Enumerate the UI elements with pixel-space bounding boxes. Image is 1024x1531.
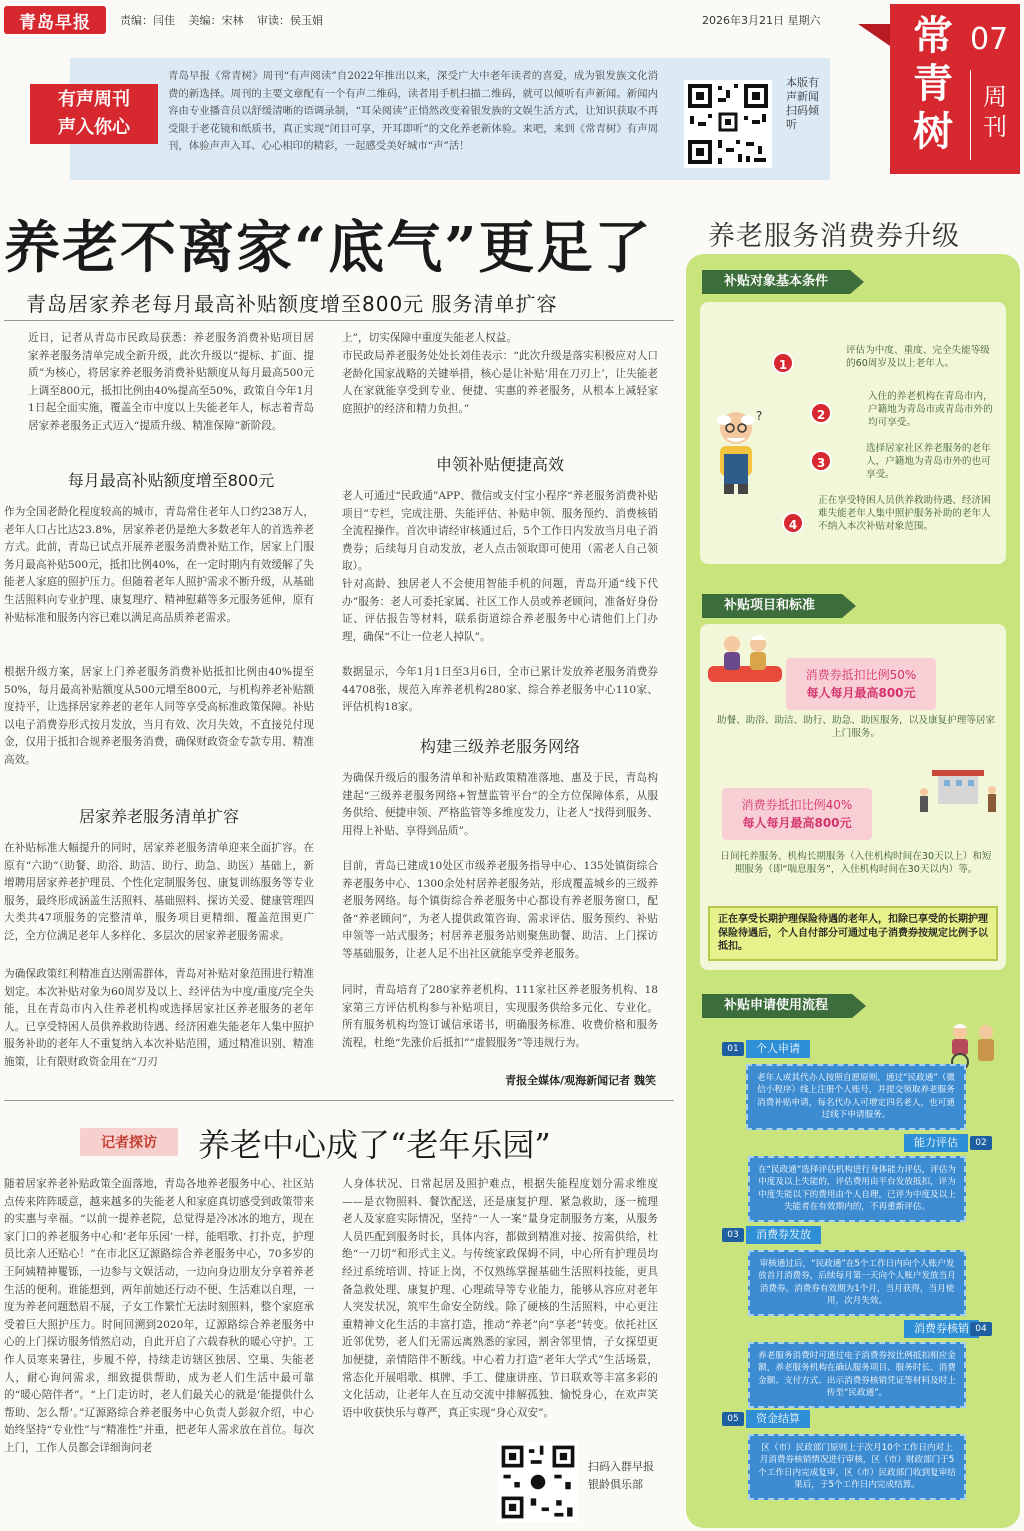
step-number: 02 [970, 1136, 992, 1150]
divider [4, 320, 674, 321]
editor-credit: 美编：宋林 [188, 14, 244, 27]
condition-text: 选择居家社区养老服务的老年人，户籍地为青岛市外的也可享受。 [866, 443, 991, 480]
step-label: 资金结算 [746, 1410, 810, 1428]
section-header: 补贴对象基本条件 [702, 270, 850, 294]
newspaper-logo: 青岛早报 [4, 6, 106, 34]
article-paragraph: 为确保升级后的服务清单和补贴政策精准落地、惠及于民，青岛构建起“三级养老服务网络+智慧监管平台”的全方位保障体系，从服务供给、便捷申领、严格监管等多维度发力，让老人“找得到服务、用得上补贴、享得到品质”。 [342, 772, 658, 837]
qr-code-icon[interactable] [498, 1442, 578, 1522]
article-paragraph: 老人可通过“民政通”APP、微信或支付宝小程序“养老服务消费补贴项目”专栏，完成注册、失能评估、补贴申领、服务预约、消费核销全流程操作。首次申请经审核通过后，5个工作日内发放当月电子消费券；后续每月自动发放，老人点击领取即可使用（需老人自己领取）。 [342, 490, 658, 573]
step-number: 01 [722, 1042, 744, 1056]
feature-headline: 养老中心成了“老年乐园” [198, 1126, 551, 1164]
editor-credits [120, 12, 333, 28]
article-paragraph: 数据显示，今年1月1日至3月6日，全市已累计发放养老服务消费券44708张，规范入库养老机构280家、综合养老服务中心110家、评估机构18家。 [342, 666, 658, 714]
article-intro: 近日，记者从青岛市民政局获悉：养老服务消费补贴项目居家养老服务清单完成全新升级，此次升级以“提标、扩面、提质”为核心，将居家养老服务消费补贴额度从每月最高500元上调至800元，抵扣比例由40%提高至50%，政策自今年1月1日起全面实施，覆盖全市中度以上失能老年人，标志着青岛居家养老服务正式迈入“提质升级、精准保障”新阶段。 [28, 332, 314, 432]
condition-number: 1 [772, 352, 794, 374]
audio-description: 青岛早报《常青树》周刊“有声阅读”自2022年推出以来，深受广大中老年读者的喜爱，成为银发族文化消费的新选择。周刊的主要文章配有一个有声二维码，读者用手机扫描二维码，就可以倾听有声新闻。新闻内容由专业播音员以舒缓清晰的语调录制，“耳朵阅读”正悄然改变着银发族的文娱生活方式，让知识获取不再受限于老花镜和纸质书，真正实现“闭目可享，开耳即听”的文化养老新体验。来吧，来到《常青树》有声周刊，体验声声入耳、心心相印的精彩，一起感受美好城市“声”活！ [168, 70, 658, 152]
byline: 青报全媒体/观海新闻记者 魏笑 [505, 1074, 656, 1087]
page-number: 07 [970, 22, 1009, 57]
elderly-man-illustration [706, 406, 766, 498]
feature-column: 随着居家养老补贴政策全面落地，青岛各地养老服务中心、社区站点传来阵阵暖意，越来越多的失能老人和家庭真切感受到政策带来的实惠与幸福。“以前一提养老院，总觉得是冷冰冰的地方，现在家门口的养老服务中心和‘老年乐园’一样，能唱歌、打扑克，护理员比亲人还贴心！”在市北区辽源路综合养老服务中心，70多岁的王阿姨精神矍铄，一边参与文娱活动，一边向身边朋友分享着养老生活的便利。谁能想到，两年前她还行动不便、生活难以自理，一度为养老问题愁眉不展，子女工作繁忙无法时刻照料，整个家庭承受着巨大照护压力。时间回溯到2020年，辽源路综合养老服务中心的上门探访服务悄然启动，自此开启了六载春秋的暖心守护。工作人员寒来暑往，步履不停，持续走访辖区独居、空巢、失能老人，耐心询问需求，细致提供帮助，成为老人们生活中最可靠的“暖心陪伴者”。“上门走访时，老人们最关心的就是‘能提供什么帮助、怎么帮’。”辽源路综合养老服务中心负责人彭叙介绍，中心始终坚持“专业性”与“精准性”并重，把老年人需求放在首位。每次上门，工作人员都会详细询问老 [4, 1178, 314, 1454]
qr-caption: 扫码入群早报银龄俱乐部 [588, 1460, 654, 1491]
elderly-couple-illustration [706, 630, 784, 686]
step-label: 消费券发放 [746, 1226, 821, 1244]
feature-column: 人身体状况、日常起居及照护难点，根据失能程度划分需求维度——是衣物照料、餐饮配送，还是康复护理、紧急救助，逐一梳理老人及家庭实际情况，坚持“一人一案”量身定制服务方案，从服务人员匹配到服务时长，具体内容，都做到精准对接、按需供给，杜绝“一刀切”和形式主义。与传统家政保姆不同，中心所有护理员均经过系统培训、持证上岗，不仅熟练掌握基础生活照料技能，更具备急救处理、康复护理、心理疏导等专业能力，能够从容应对老年人突发状况，筑牢生命安全防线。除了硬核的生活照料，中心更注重精神文化生活的丰富打造，推动“养老”向“享老”转变。依托社区近邻优势，老人们无需远离熟悉的家园，割舍邻里情，子女探望更加便捷，亲情陪伴不断线。中心着力打造“老年大学式”生活场景，常态化开展唱歌、棋牌、手工、健康讲座、节日联欢等丰富多彩的文化活动，让老年人在互动交流中排解孤独、愉悦身心，在欢声笑语中收获快乐与尊严，真正实现“身心双安”。 [342, 1178, 658, 1419]
article-paragraph: 市民政局养老服务处处长刘佳表示：“此次升级是落实积极应对人口老龄化国家战略的关键举措，核心是让补贴‘用在刀刃上’，让失能老人在家就能享受到专业、便捷、实惠的养老服务，从根本上减轻家庭照护的经济和精力负担。” [342, 350, 658, 415]
divider [4, 1100, 674, 1101]
condition-text: 评估为中度、重度、完全失能等级的60周岁及以上老年人。 [846, 345, 990, 369]
section-header: 补贴申请使用流程 [702, 994, 852, 1018]
step-label: 个人申请 [746, 1040, 810, 1058]
masthead-divider [970, 70, 971, 160]
qr-caption: 本版有声新闻扫码倾听 [786, 76, 819, 131]
section-tag: 记者探访 [80, 1128, 178, 1156]
article-paragraph: 针对高龄、独居老人不会使用智能手机的问题，青岛开通“线下代办”服务：老人可委托家属、社区工作人员或养老顾问，准备好身份证、评估报告等材料，联系街道综合养老服务中心请他们上门办理，确保“不让一位老人掉队”。 [342, 578, 658, 643]
sidebar-title: 养老服务消费券升级 [708, 221, 960, 252]
subsidy-box-home: 消费券抵扣比例50% 每人每月最高800元 [786, 658, 936, 710]
article-paragraph: 上”，切实保障中重度失能老人权益。 [342, 332, 517, 344]
editor-credit: 责编：闫佳 [120, 14, 175, 27]
step-number: 04 [970, 1322, 992, 1336]
step-description: 审核通过后，“民政通”在5个工作日内向个人账户发放首月消费券，后续每月第一天向个人账户发放当月消费券。消费券有效期为1个月，当月获得，当月使用，次月失效。 [748, 1250, 966, 1316]
editor-credit: 审读：侯玉娟 [257, 14, 323, 27]
care-home-illustration [916, 766, 1002, 816]
subsidy-box-institution: 消费券抵扣比例40% 每人每月最高800元 [722, 788, 872, 840]
step-number: 05 [722, 1412, 744, 1426]
masthead-fold [858, 24, 890, 46]
step-description: 养老服务消费时可通过电子消费券按比例抵扣相应金额，养老服务机构在确认服务项目、服务时长、消费金额、支付方式、出示消费券核销凭证等材料及时上传至“民政通”。 [748, 1342, 966, 1408]
condition-text: 入住的养老机构在青岛市内，户籍地为青岛市或青岛市外的均可享受。 [868, 391, 993, 428]
step-label: 消费券核销 [904, 1320, 979, 1338]
step-number: 03 [722, 1228, 744, 1242]
section-heading: 申领补贴便捷高效 [435, 455, 564, 474]
masthead-subtitle: 周刊 [983, 83, 1007, 141]
audio-label: 有声周刊 声入你心 [30, 84, 158, 144]
masthead-title: 常青树 [913, 12, 953, 155]
article-paragraph: 在补贴标准大幅提升的同时，居家养老服务清单迎来全面扩容。在原有“六助”（助餐、助浴、助洁、助行、助急、助医）基础上，新增聘用居家养老护理员、个性化定制服务包、康复训练服务等专业服务，最终形成涵盖生活照料、基础照料、探访关爱、健康管理四大类共47项服务的完整清单，服务项目更精细、覆盖范围更广泛，全方位满足老年人多样化、多层次的居家养老服务需求。 [4, 842, 314, 942]
issue-date: 2026年3月21日 星期六 [702, 14, 821, 27]
article-paragraph: 同时，青岛培育了280家养老机构、111家社区养老服务机构、18家第三方评估机构参与补贴项目，实现服务供给多元化、专业化。所有服务机构均签订诚信承诺书，明确服务标准、收费价格和服务流程，杜绝“先涨价后抵扣”“虚假服务”等违规行为。 [342, 984, 658, 1049]
condition-number: 4 [782, 512, 804, 534]
article-paragraph: 作为全国老龄化程度较高的城市，青岛常住老年人口约238万人，老年人口占比达23.8%，居家养老仍是绝大多数老年人的首选养老方式。此前，青岛已试点开展养老服务消费补贴工作，居家上门服务月最高补贴500元，抵扣比例40%，在一定时期内有效缓解了失能老人家庭的照护压力。但随着老年人照护需求不断升级，从基础生活照料向专业护理、康复理疗、精神慰藉等多元服务延伸，原有补贴标准和服务内容已难以满足高品质养老需求。 [4, 506, 314, 624]
step-description: 区（市）民政部门原则上于次月10个工作日内对上月消费券核销情况进行审核，区（市）财政部门于5个工作日内完成复审，区（市）民政部门收到复审结果后，于5个工作日内完成结算。 [748, 1434, 966, 1500]
main-headline: 养老不离家“底气”更足了 [4, 215, 653, 281]
condition-number: 3 [810, 450, 832, 472]
step-label: 能力评估 [904, 1134, 968, 1152]
article-paragraph: 为确保政策红利精准直达刚需群体，青岛对补贴对象范围进行精准划定。本次补贴对象为60周岁及以上、经评估为中度/重度/完全失能，且在青岛市内入住养老机构或选择居家社区养老服务的老年人。已享受特困人员供养救助待遇、经济困难失能老年人集中照护服务补助的老年人不重复纳入本次补贴范围，通过精准识别、精准施策，让有限财政资金用在“刀刃 [4, 968, 314, 1068]
qr-code-icon[interactable] [684, 80, 772, 168]
section-heading: 构建三级养老服务网络 [419, 737, 580, 756]
article-paragraph: 根据升级方案，居家上门养老服务消费补贴抵扣比例由40%提至50%，每月最高补贴额度从500元增至800元，与机构养老补贴额度持平，让选择居家养老的老年人同等享受高标准政策保障。补贴以电子消费券形式按月发放，当月有效、次月失效，不直接兑付现金，仅用于抵扣合规养老服务消费，确保财政资金专款专用、精准高效。 [4, 666, 314, 766]
section-heading: 每月最高补贴额度增至800元 [67, 471, 275, 490]
step-description: 在“民政通”选择评估机构进行身体能力评估，评估为中度及以上失能的，评估费用由平台发放抵扣，评为中度失能以下的费用由个人自理，已评为中度及以上失能者在有效期内的，不再重新评估。 [748, 1156, 966, 1222]
ltc-insurance-note: 正在享受长期护理保险待遇的老年人，扣除已享受的长期护理保险待遇后，个人自付部分可通过电子消费券按规定比例予以抵扣。 [708, 906, 998, 961]
condition-text: 正在享受特困人员供养救助待遇、经济困难失能老年人集中照护服务补助的老年人不纳入本次补贴对象范围。 [818, 495, 991, 532]
subsidy-desc: 助餐、助浴、助洁、助行、助急、助医服务，以及康复护理等居家上门服务。 [716, 715, 996, 739]
step-description: 老年人或其代办人按照自愿原则，通过“民政通”（微信小程序）线上注册个人账号，并提交领取养老服务消费补贴申请，每名代办人可增定四名老人，也可通过线下申请服务。 [746, 1064, 966, 1130]
section-heading: 居家养老服务清单扩容 [78, 807, 239, 826]
article-paragraph: 目前，青岛已建成10处区市级养老服务指导中心、135处镇街综合养老服务中心、1300余处村居养老服务站，形成覆盖城乡的三级养老服务网络。每个镇街综合养老服务中心都设有养老服务窗口，配备“养老顾问”，为老人提供政策咨询、需求评估、服务预约、补贴申领等一站式服务；村居养老服务站则聚焦助餐、助洁、上门探访等基础服务，让老人足不出社区就能享受养老服务。 [342, 860, 658, 960]
subsidy-desc: 日间托养服务、机构长期服务（入住机构时间在30天以上）和短期服务（即“喘息服务”，入住机构时间在30天以内）等。 [720, 851, 992, 875]
condition-number: 2 [810, 402, 832, 424]
svg-text:?: ? [756, 409, 763, 423]
sub-headline: 青岛居家养老每月最高补贴额度增至800元 服务清单扩容 [26, 292, 558, 316]
section-header: 补贴项目和标准 [702, 594, 842, 618]
